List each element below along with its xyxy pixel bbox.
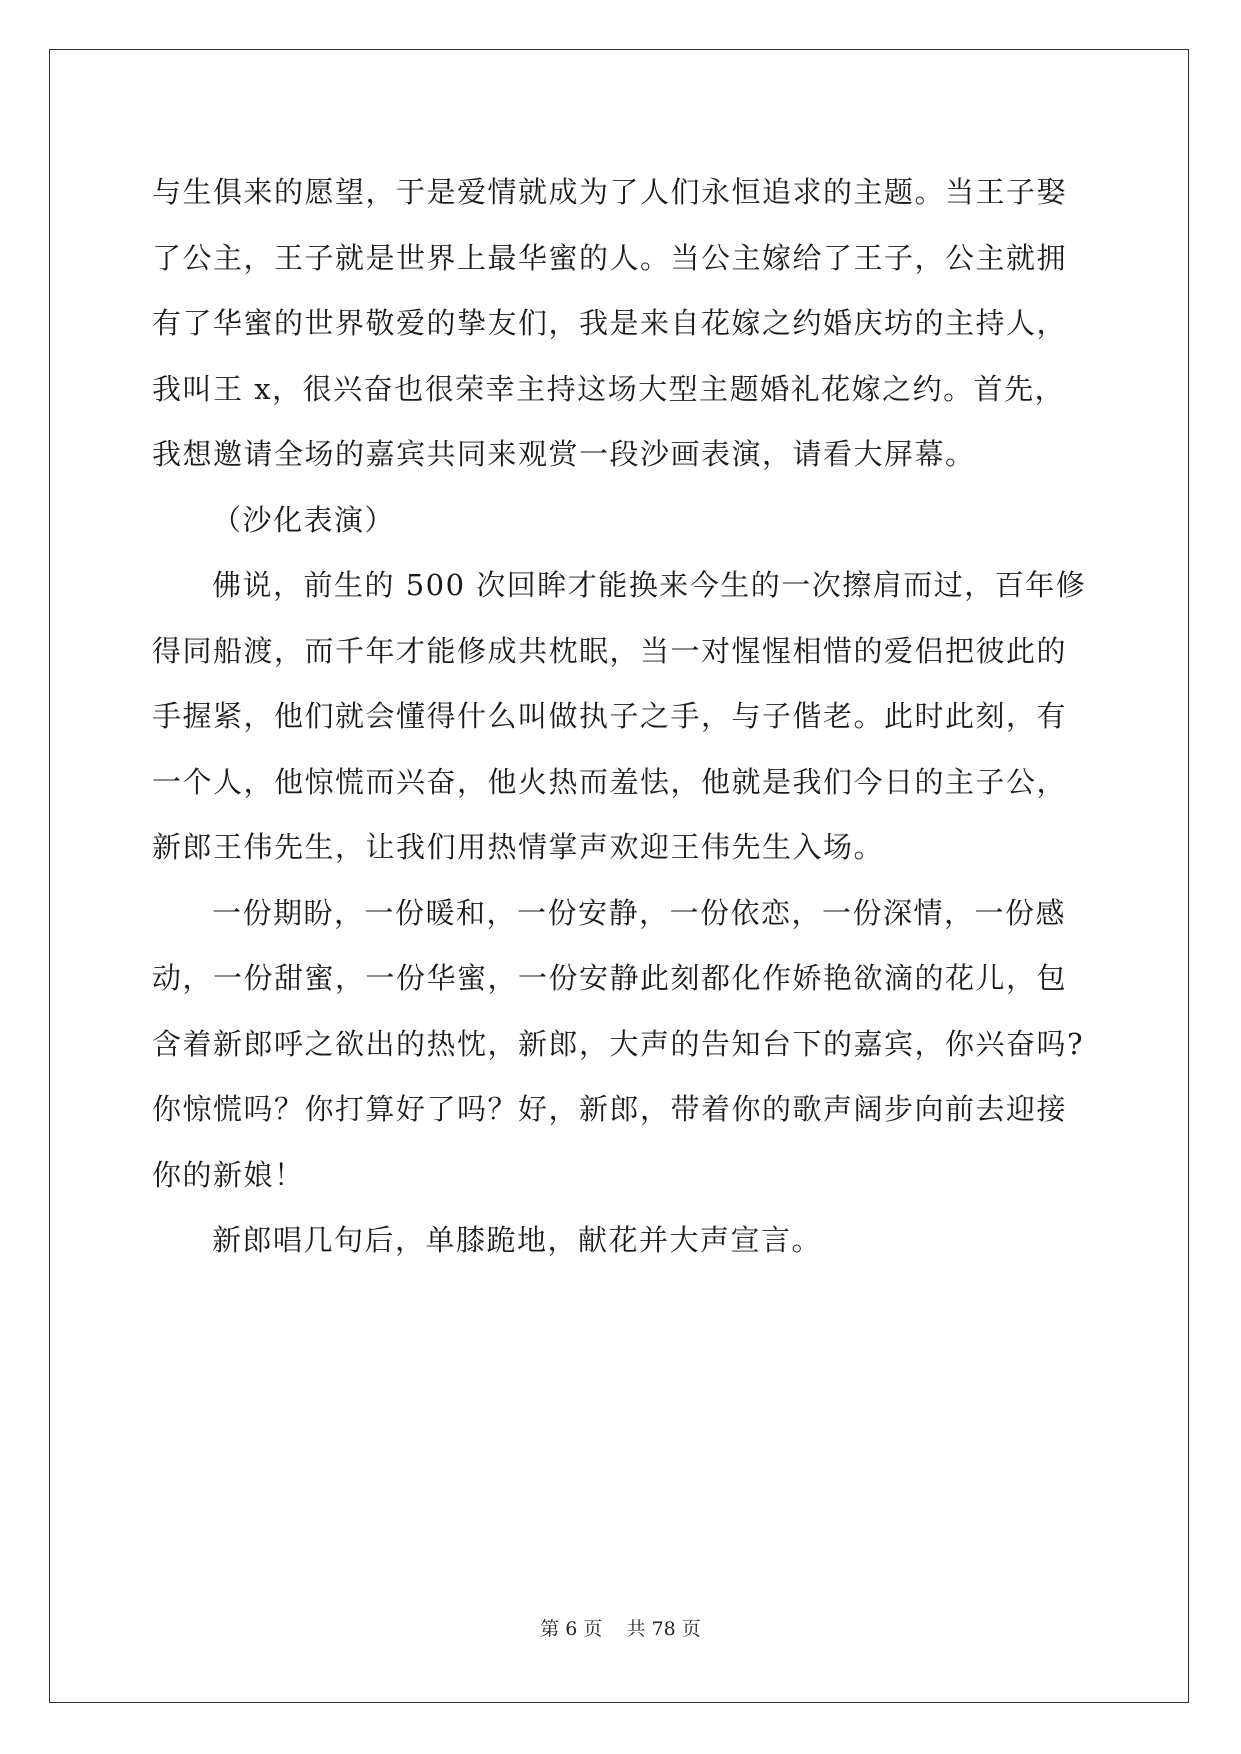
text-line: 你的新娘！	[152, 1157, 305, 1192]
document-body	[152, 160, 1092, 1274]
text-line: 得同船渡，而千年才能修成共枕眠，当一对惺惺相惜的爱侣把彼此的	[152, 633, 1068, 668]
paragraph-start: 新郎唱几句后，单膝跪地，献花并大声宣言。	[212, 1223, 823, 1257]
page-footer	[0, 1617, 1241, 1641]
text-line: 一个人，他惊慌而兴奋，他火热而羞怯，他就是我们今日的主子公，	[152, 764, 1068, 799]
page-number: 第 6 页	[540, 1618, 603, 1640]
text-line: 新郎王伟先生，让我们用热情掌声欢迎王伟先生入场。	[152, 830, 885, 864]
text-line: 动，一份甜蜜，一份华蜜，一份安静此刻都化作娇艳欲滴的花儿，包	[152, 961, 1068, 995]
text-line: 有了华蜜的世界敬爱的挚友们，我是来自花嫁之约婚庆坊的主持人，	[152, 306, 1068, 340]
text-line: 了公主，王子就是世界上最华蜜的人。当公主嫁给了王子，公主就拥	[152, 240, 1068, 275]
text-line: 我想邀请全场的嘉宾共同来观赏一段沙画表演，请看大屏幕。	[152, 437, 976, 471]
stage-direction: （沙化表演）	[212, 502, 396, 537]
paragraph-start: 佛说，前生的 500 次回眸才能换来今生的一次擦肩而过，百年修	[212, 568, 1087, 602]
text-line: 我叫王 x，很兴奋也很荣幸主持这场大型主题婚礼花嫁之约。首先，	[152, 371, 1066, 406]
text-line: 你惊慌吗？你打算好了吗？好，新郎，带着你的歌声阔步向前去迎接	[152, 1092, 1068, 1126]
text-line: 含着新郎呼之欲出的热忱，新郎，大声的告知台下的嘉宾，你兴奋吗?	[152, 1026, 1085, 1061]
text-line: 与生俱来的愿望，于是爱情就成为了人们永恒追求的主题。当王子娶	[152, 175, 1068, 209]
text-line: 手握紧，他们就会懂得什么叫做执子之手，与子偕老。此时此刻，有	[152, 699, 1068, 733]
paragraph-start: 一份期盼，一份暖和，一份安静，一份依恋，一份深情，一份感	[212, 895, 1067, 930]
total-pages: 共 78 页	[626, 1618, 701, 1640]
